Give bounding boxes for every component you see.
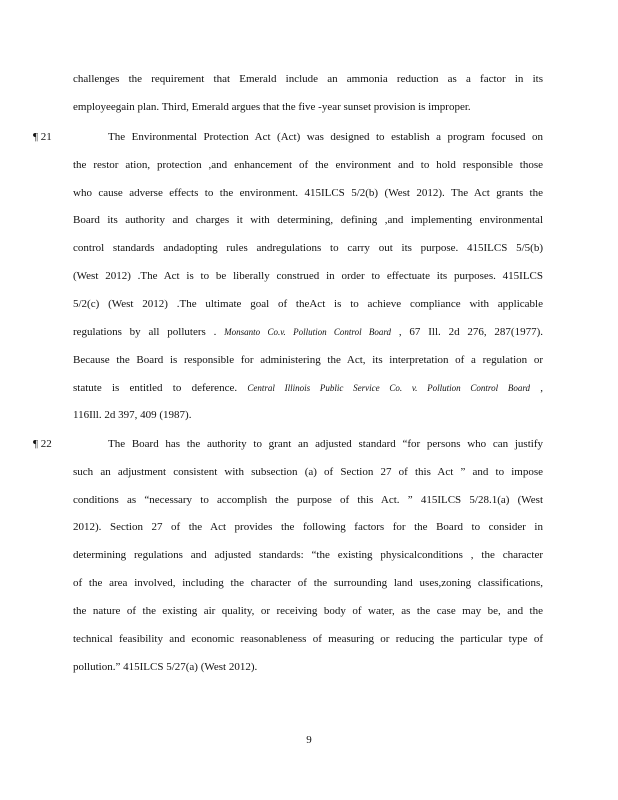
citation-line [73, 324, 543, 340]
text-line: The Environmental Protection Act (Act) was designed to establish a program focused on [108, 131, 543, 143]
text-segment: statute is entitled to deference. [73, 382, 238, 394]
text-line: employeegain plan. Third, Emerald argues that the five -year sunset provision is improper. [73, 101, 471, 113]
text-line: Because the Board is responsible for administering the Act, its interpretation of a regulation or [73, 354, 543, 366]
text-line: (West 2012) .The Act is to be liberally construed in order to effectuate its purposes. 415ILCS [73, 270, 543, 282]
text-line: technical feasibility and economic reasonableness of measuring or reducing the particular type of [73, 633, 543, 645]
text-segment: , [540, 382, 543, 394]
text-segment: regulations by all polluters . [73, 326, 217, 338]
text-line: who cause adverse effects to the environment. 415ILCS 5/2(b) (West 2012). The Act grants the [73, 187, 543, 199]
text-segment: , 67 Ill. 2d 276, 287(1977). [398, 326, 544, 338]
text-line: determining regulations and adjusted standards: “the existing physicalconditions , the character [73, 549, 543, 561]
case-name: Monsanto Co.v. Pollution Control Board [224, 327, 392, 337]
text-line: 116Ill. 2d 397, 409 (1987). [73, 409, 192, 421]
paragraph-mark-21: ¶ 21 [33, 131, 52, 143]
text-line: conditions as “necessary to accomplish the purpose of this Act. ” 415ILCS 5/28.1(a) (West [73, 494, 543, 506]
text-line: 5/2(c) (West 2012) .The ultimate goal of theAct is to achieve compliance with applicable [73, 298, 543, 310]
text-line: of the area involved, including the character of the surrounding land uses,zoning classifications, [73, 577, 543, 589]
text-line: such an adjustment consistent with subsection (a) of Section 27 of this Act ” and to impose [73, 466, 543, 478]
text-line: The Board has the authority to grant an adjusted standard “for persons who can justify [108, 438, 543, 450]
text-line: pollution.” 415ILCS 5/27(a) (West 2012). [73, 661, 258, 673]
paragraph-mark-22: ¶ 22 [33, 438, 52, 450]
text-line: Board its authority and charges it with determining, defining ,and implementing environmental [73, 214, 543, 226]
text-line: the restor ation, protection ,and enhancement of the environment and to hold responsible those [73, 159, 543, 171]
page-number: 9 [306, 734, 312, 746]
text-line: control standards andadopting rules andregulations to carry out its purpose. 415ILCS 5/5(b) [73, 242, 543, 254]
citation-line [73, 380, 543, 396]
text-line: the nature of the existing air quality, or receiving body of water, as the case may be, and the [73, 605, 543, 617]
case-name: Central Illinois Public Service Co. v. Pollution Control Board [247, 383, 530, 393]
text-line: challenges the requirement that Emerald include an ammonia reduction as a factor in its [73, 73, 543, 85]
text-line: 2012). Section 27 of the Act provides the following factors for the Board to consider in [73, 521, 543, 533]
